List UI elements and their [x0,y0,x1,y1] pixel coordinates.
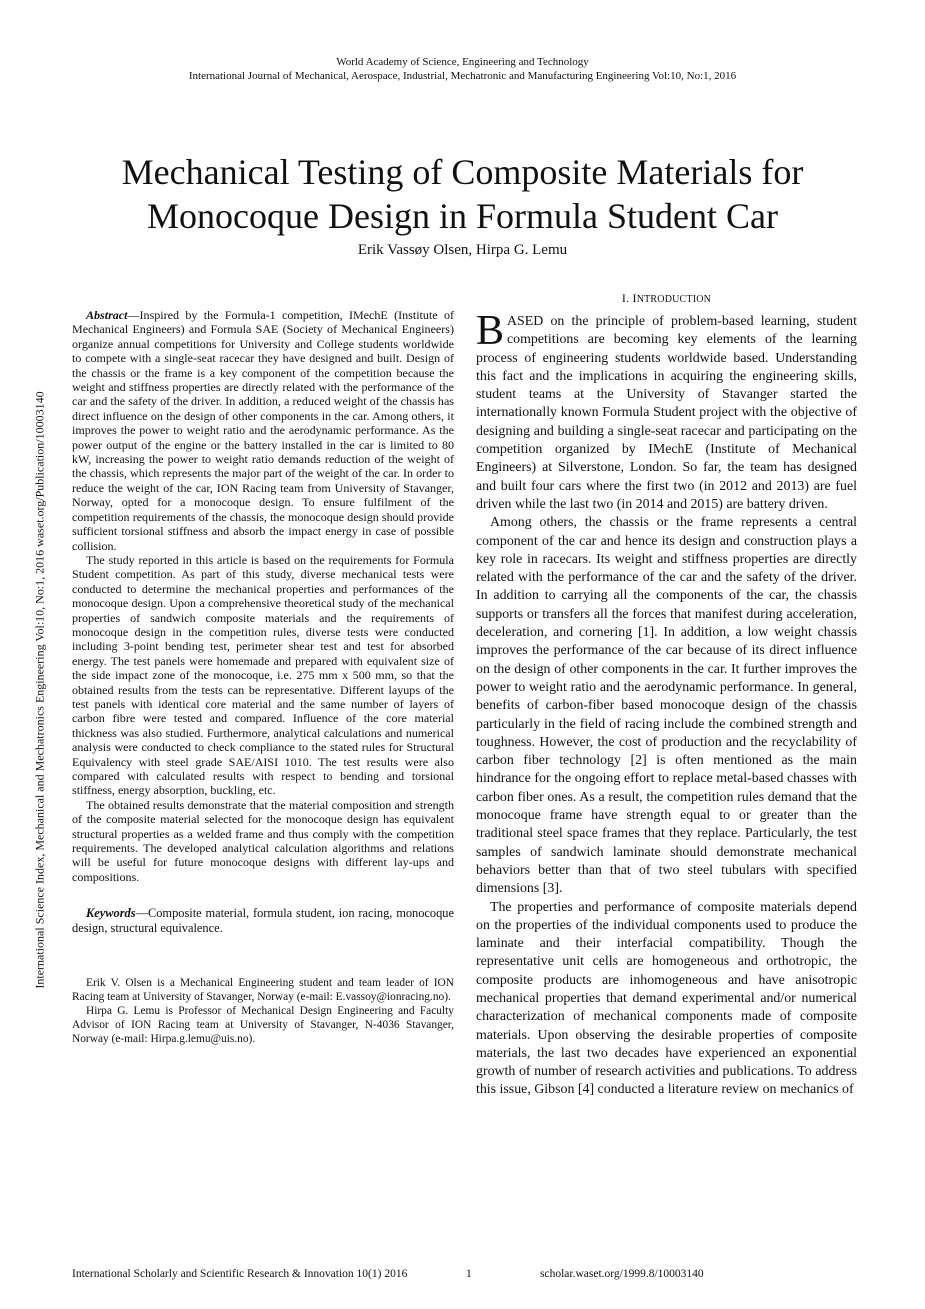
abstract-paragraph-1 [72,308,454,553]
footer-doi-link[interactable]: scholar.waset.org/1999.8/10003140 [540,1268,704,1280]
abstract-paragraph-2: The study reported in this article is based on the requirements for Formula Student competition. As part of this study, diverse mechanical tests were conducted to determine the mechanical properties and performances of the monocoque design. Upon a comprehensive theoretical study of the mechanical properties of sandwich composite materials and the requirements of monocoque design in the competition rules, diverse tests were conducted including 3-point bending test, perimeter shear test and test for absorbed energy. The test panels were homemade and prepared with equivalent size of the side impact zone of the monocoque, i.e. 275 mm x 500 mm, so that the obtained results from the tests can be representative. Different layups of the test panels with identical core material and the same number of layers of carbon fibre were tested and compared. Influence of the core material thickness was also studied. Furthermore, analytical calculations and numerical analysis were conducted to check compliance to the stated rules for Structural Equivalency with steel grade SAE/AISI 1010. The test results were also compared with calculated results with respect to bending and torsional stiffness, energy absorption, buckling, etc. [72,552,454,798]
intro-paragraph-1 [476,308,857,514]
abstract-paragraph-3: The obtained results demonstrate that the material composition and strength of the composite material selected for the monocoque design has equivalent structural properties as a welded frame and thus comply with the competition requirements. The developed analytical calculation algorithms and relations will be useful for future monocoque designs with different lay-ups and compositions. [72,797,454,884]
right-column [476,308,857,1100]
keywords-label: Keywords [86,906,136,921]
section-title-rest: NTRODUCTION [636,294,712,305]
section-heading [476,291,857,306]
keywords-text: —Composite material, formula student, ion racing, monocoque design, structural equivalence. [72,906,454,936]
journal-header-line1: World Academy of Science, Engineering and Technology [336,56,589,68]
left-column [72,308,454,1046]
section-title-cap: I [632,291,637,305]
drop-cap: B [476,308,505,354]
intro-paragraph-3: The properties and performance of composite materials depend on the properties of the individual components used to produce the laminate and their interfacial compatibility. Though the representative unit cells are homogeneous and orthotropic, the composite products are inhomogeneous and have anisotropic mechanical properties that demand experimental and/or numerical characterization of mechanical components made of composite materials. Upon observing the desirable properties of composite materials, the last two decades have experienced an exponential growth of number of research activities and publications. To address this issue, Gibson [4] conducted a literature review on mechanics of [476,899,857,1098]
footer-page-number: 1 [466,1268,472,1280]
journal-header-line2: International Journal of Mechanical, Aerospace, Industrial, Mechatronic and Manufacturing Engineering Vol:10, No:1, 2016 [188,70,737,82]
paper-title: Mechanical Testing of Composite Materials for Monocoque Design in Formula Student Car [121,152,804,236]
intro-paragraph-2: Among others, the chassis or the frame represents a central component of the car and hence its design and construction plays a key role in racecars. Its weight and stiffness properties are directly related with the performance of the car and the safety of the driver. In addition to carrying all the components of the car, the chassis supports or transfers all the forces that manifest during acceleration, deceleration, and cornering [1]. In addition, a low weight chassis improves the performance of the car because of its direct influence on the design of other components in the car. It further improves the power to weight ratio and the aerodynamic performance. In general, benefits of carbon-fiber based monocoque design of the chassis particularly in the field of racing include the combined strength and toughness. However, the cost of production and the recyclability of carbon fiber technology [2] is often mentioned as the main hindrance for the ongoing effort to replace metal-based chasses with carbon fiber ones. As a result, the competition rules demand that the monocoque frame have strength equal to or greater than the traditional steel space frames that they replace. Particularly, the test samples of sandwich laminate should demonstrate mechanical behaviors better than that of two steel tubulars with specified dimensions [3]. [476,515,857,897]
abstract-text-1: —Inspired by the Formula-1 competition, IMechE (Institute of Mechanical Engineers) and Formula SAE (Society of Mechanical Engineers) organize annual competitions for University and College students worldwide to compete with a single-seat racecar they have designed and built. Design of the chassis or the frame is a key component of the competition because the weight and stiffness properties are directly related with the performance of the car and the safety of the driver. In addition, a reduced weight of the chassis has direct influence on the design of other components in the car. Among others, it improves the power to weight ratio and the aerodynamic performance. As the power output of the engine or the battery installed in the car is limited to 80 kW, increasing the power to weight ratio demands reduction of the weight of the chassis, which represents the major part of the weight of the car. In order to reduce the weight of the car, ION Racing team from University of Stavanger, Norway, opted for a monocoque design. To ensure fulfilment of the competition requirements of the chassis, the monocoque design should provide sufficient torsional stiffness and absorb the impact energy in case of possible collision. [72,308,454,553]
author-footnotes [72,976,454,1046]
footnote-author-1: Erik V. Olsen is a Mechanical Engineering student and team leader of ION Racing team at University of Stavanger, Norway (e-mail: E.vassoy@ionracing.no). [72,977,454,1004]
intro-text-1: ASED on the principle of problem-based learning, student competitions are becoming key elements of the learning process of engineering students worldwide based. Understanding this fact and the implications in acquiring the engineering skills, student teams at the University of Stavanger started the internationally known Formula Student project with the objective of designing and building a single-seat racecar and participating on the competition organized by IMechE (Institute of Mechanical Engineers) at Silverstone, London. So far, the team has designed and built four cars where the first two (in 2012 and 2013) are fuel driven while the last two (in 2014 and 2015) are battery driven. [476,314,857,512]
footnote-author-2: Hirpa G. Lemu is Professor of Mechanical Design Engineering and Faculty Advisor of ION Racing team at University of Stavanger, N-4036 Stavanger, Norway (e-mail: Hirpa.g.lemu@uis.no). [72,1005,454,1046]
abstract-label: Abstract [86,308,128,322]
keywords [72,906,454,936]
section-number: I. [621,291,630,305]
side-margin-citation-text: International Science Index, Mechanical and Mechatronics Engineering Vol:10, No:1, 2016 waset.org/Publication/10003140 [32,391,47,989]
paper-authors: Erik Vassøy Olsen, Hirpa G. Lemu [357,242,568,258]
footer-publisher: International Scholarly and Scientific Research & Innovation 10(1) 2016 [72,1268,408,1280]
